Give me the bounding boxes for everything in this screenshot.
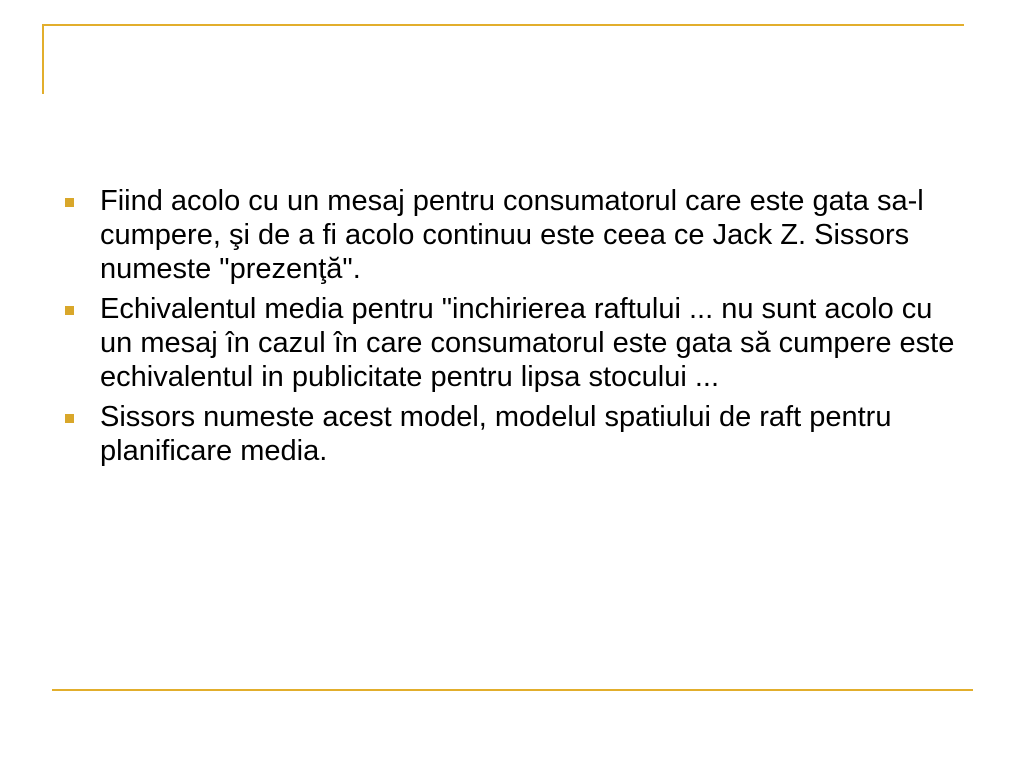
bullet-text-2: Echivalentul media pentru "inchirierea raftului ... nu sunt acolo cu un mesaj în cazul în care consumatorul este gata să cumpere este echivalentul in publicitate pentru lipsa stocului ... xyxy=(100,293,955,393)
left-accent-line xyxy=(42,24,44,94)
bullet-item-1 xyxy=(62,184,962,286)
bottom-accent-line xyxy=(52,689,973,691)
square-bullet-icon xyxy=(65,198,74,207)
bullet-list xyxy=(62,184,962,468)
bullet-item-3 xyxy=(62,400,962,468)
square-bullet-icon xyxy=(65,306,74,315)
bullet-text-3: Sissors numeste acest model, modelul spatiului de raft pentru planificare media. xyxy=(100,401,892,467)
top-accent-line xyxy=(42,24,964,26)
bullet-text-1: Fiind acolo cu un mesaj pentru consumatorul care este gata sa-l cumpere, şi de a fi acolo continuu este ceea ce Jack Z. Sissors numeste "prezenţă". xyxy=(100,185,924,285)
square-bullet-icon xyxy=(65,414,74,423)
slide-body xyxy=(62,184,962,474)
bullet-item-2 xyxy=(62,292,962,394)
